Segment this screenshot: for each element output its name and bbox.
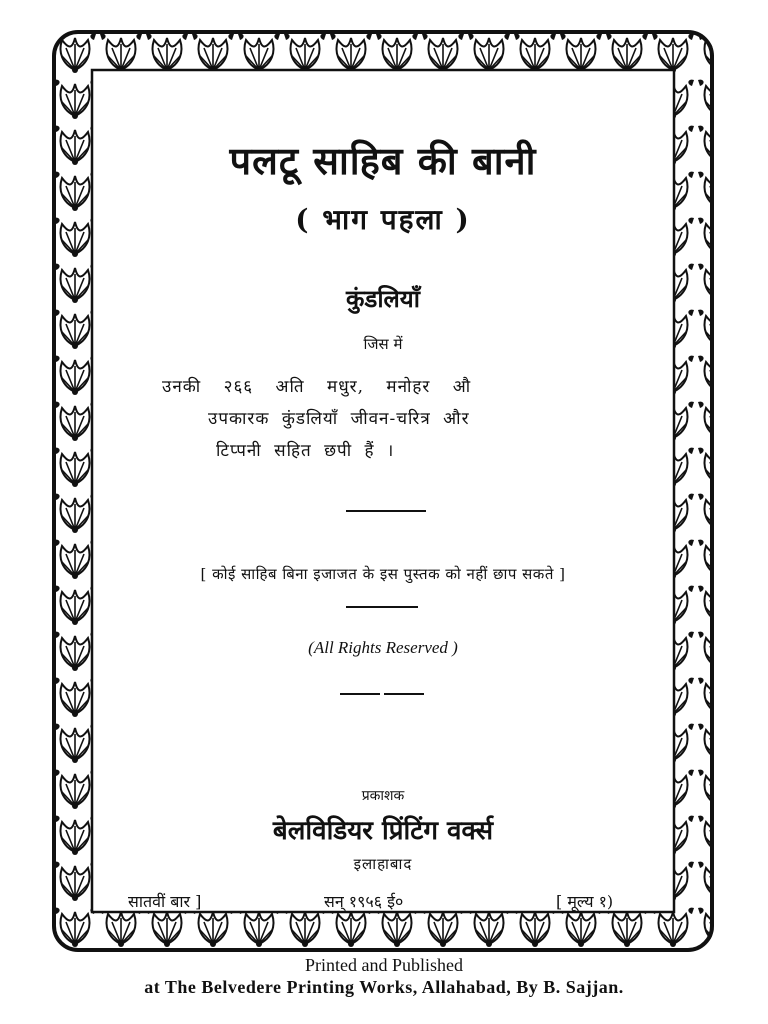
publication-year: सन् १९५६ ई०	[324, 892, 404, 911]
page-content	[98, 76, 668, 911]
description-line-3: टिप्पनी सहित छपी हैं ।	[216, 441, 395, 461]
price: [ मूल्य १)	[556, 892, 614, 911]
publisher-city: इलाहाबाद	[353, 855, 413, 873]
edition: सातवीं बार ]	[128, 892, 202, 911]
part-label: ( भाग पहला )	[295, 203, 471, 236]
imprint-line-1: Printed and Published	[305, 955, 463, 975]
book-title: पलटू साहिब की बानी	[229, 138, 537, 183]
title-page-frame	[52, 30, 714, 952]
divider	[346, 606, 418, 608]
intro-text: जिस में	[363, 335, 403, 353]
divider	[346, 510, 426, 512]
section-heading: कुंडलियाँ	[346, 284, 420, 313]
publisher-label: प्रकाशक	[361, 788, 405, 804]
rights-reserved: (All Rights Reserved )	[308, 638, 458, 657]
description-line-1: उनकी २६६ अति मधुर, मनोहर औ	[162, 377, 472, 397]
divider	[340, 693, 380, 695]
description-line-2: उपकारक कुंडलियाँ जीवन-चरित्र और	[208, 409, 470, 429]
imprint-line-2: at The Belvedere Printing Works, Allahabad, By B. Sajjan.	[144, 977, 624, 997]
copyright-notice: [ कोई साहिब बिना इजाजत के इस पुस्तक को नहीं छाप सकते ]	[200, 565, 566, 583]
publisher-name: बेलविडियर प्रिंटिंग वर्क्स	[272, 816, 494, 846]
divider	[384, 693, 424, 695]
